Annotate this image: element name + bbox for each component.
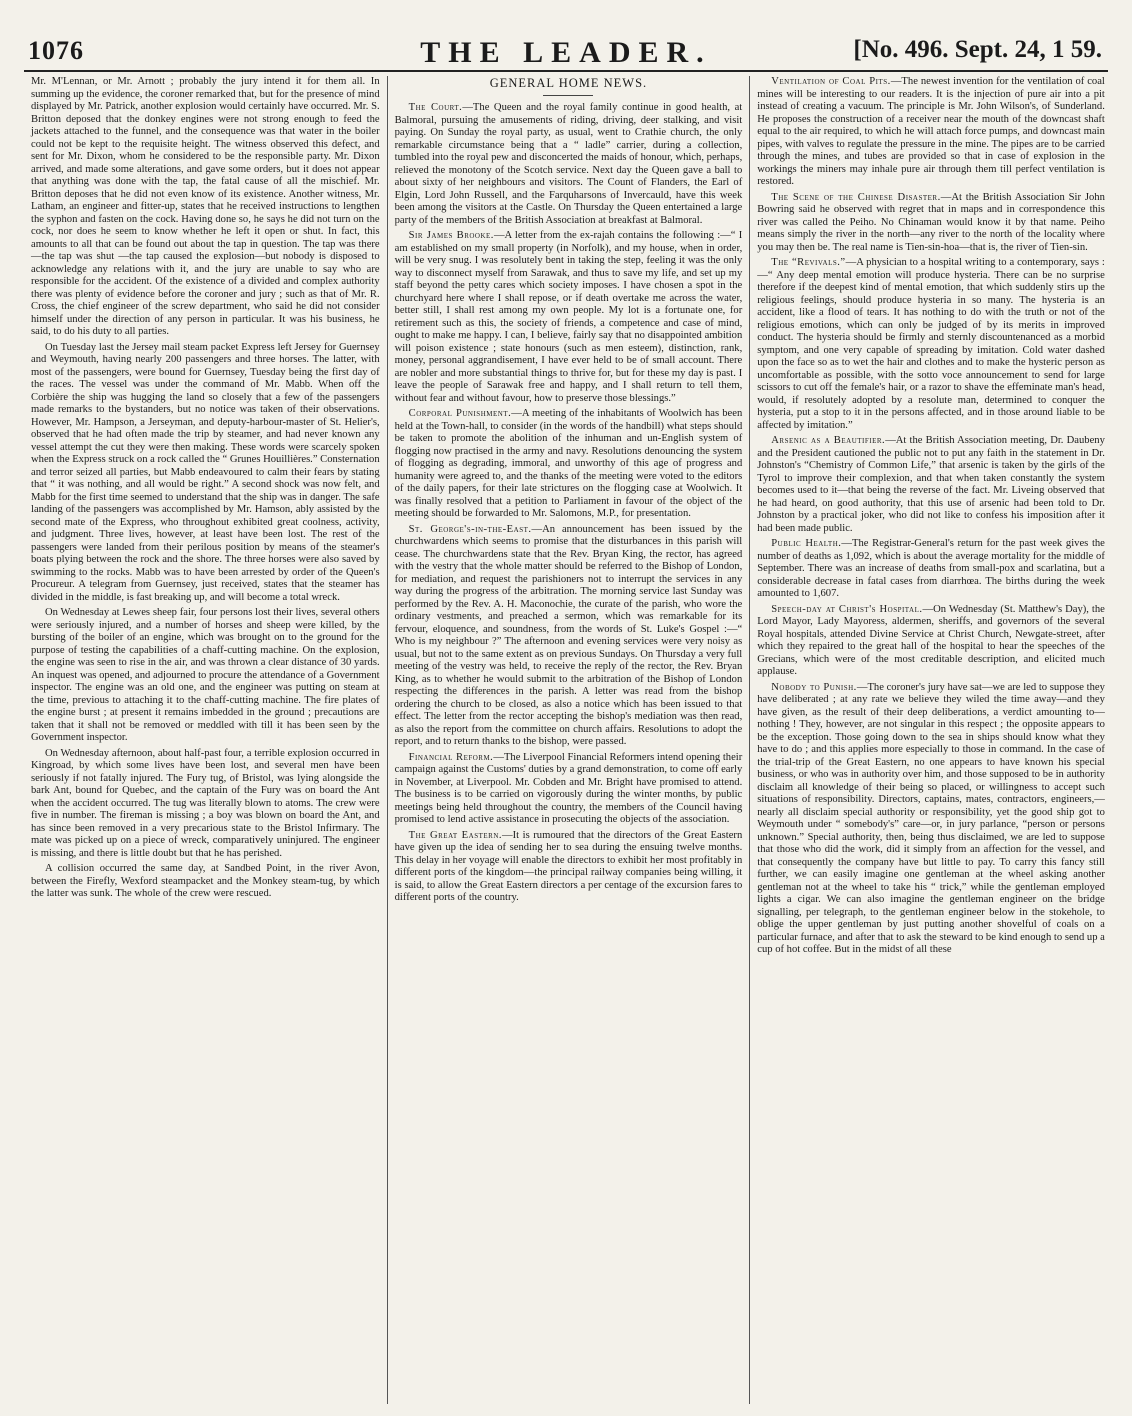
paragraph-text: A collision occurred the same day, at Sandbed Point, in the river Avon, between the Firefly, Wexford steampacket and the Monkey steam-tug, by which the latter was sunk. The whole of the crew were rescued. xyxy=(31,863,380,899)
paragraph-lead: Sir James Brooke. xyxy=(408,230,494,241)
article-paragraph xyxy=(757,538,1105,601)
paragraph-text: On Wednesday afternoon, about half-past four, a terrible explosion occurred in Kingroad, by which some lives have been lost, and several men have been seriously if not fatally injured. The Fury tug, of Bristol, was lying alongside the bark Ant, bound for Quebec, and the captain of the Fury was on board the Ant when the accident occurred. The tug was literally blown to atoms. The crew were five in number. The fireman is missing ; a boy was blown on board the Ant, and has since been removed in a very precarious state to the Bristol Infirmary. The mate was picked up on a piece of wreck, comparatively uninjured. The engineer is missing, and there is little doubt but that he has perished. xyxy=(31,747,380,859)
paragraph-lead: The Court. xyxy=(408,102,463,113)
article-paragraph xyxy=(31,748,380,861)
columns xyxy=(24,76,1112,1404)
paragraph-lead: Speech-day at Christ's Hospital. xyxy=(771,603,923,615)
paragraph-text: —At the British Association Sir John Bowring said he observed with regret that in maps and in correspondence this river was called the Peiho. No Chinaman would know it by that name. Peiho means simply the river in the north—any river to the north of the locality where you may then be. The real name is Tien-sin-hoa—that is, the river of Tien-sin. xyxy=(757,191,1105,253)
paragraph-text: —On Wednesday (St. Matthew's Day), the Lord Mayor, Lady Mayoress, aldermen, sheriffs, and governors of the several Royal hospitals, attended Divine Service at Christ Church, Newgate-street, after which they repaired to the great hall of the hospital to hear the speeches of the Grecians, which were of the most creditable description, and elicited much applause. xyxy=(757,603,1105,677)
masthead-rule xyxy=(24,70,1108,72)
article-paragraph xyxy=(757,604,1105,679)
article-paragraph xyxy=(395,230,743,405)
article-paragraph xyxy=(757,76,1105,189)
paragraph-text: —A letter from the ex-rajah contains the following :—“ I am established on my small property (in Norfolk), and my house, when in order, will be very snug. I was resolutely bent in taking the step, feeling it was the only way to disconnect myself from Sarawak, and thus to save my life, and set up my staff beyond the petty cares which society imposes. I have chosen a spot in the churchyard here where I shall repose, or if death overtake me across the water, better still, I shall rest among my own people. My lot is a fortunate one, for retirement such as this, the society of friends, a competence and case of mind, ought to make me happy. I can, I believe, fairly say that no disappointed ambition will poison existence ; state honours (such as men esteem), distinction, rank, money, personal aggrandisement, I have ever held to be of small account. There are nobler and more substantial things to thrive for, but for these my day is past. I leave the people of Sarawak free and happy, and I shall return to tell them, without fear and without favour, how to preserve those blessings.” xyxy=(394,230,743,404)
article-paragraph xyxy=(31,607,380,745)
column-3 xyxy=(749,76,1112,1404)
article-paragraph xyxy=(757,682,1105,957)
paragraph-text: —The newest invention for the ventilation of coal mines will be interesting to our readers. It is the injection of pure air into a pit instead of creating a vacuum. The principle is Mr. John Wilson's, of Sunderland. He proposes the construction of a receiver near the mouth of the downcast shaft equal to the air required, to which he will attach force pumps, and downcast main pipes, with valves to regulate the pressure in the mine. The pipes are to be carried through the mines, and tubes are provided so that in case of explosion in the workings the miners may inhale pure air through them till perfect ventilation is restored. xyxy=(757,76,1105,187)
issue-info: [No. 496. Sept. 24, 1 59. xyxy=(853,36,1102,63)
paragraph-text: —The Registrar-General's return for the past week gives the number of deaths as 1,092, which is about the average mortality for the middle of September. There was an increase of deaths from small-pox and scarlatina, but a considerable decrease in fatal cases from diarrhœa. The births during the week amounted to 1,607. xyxy=(757,538,1105,599)
article-paragraph xyxy=(31,342,380,605)
paragraph-text: —A physician to a hospital writing to a contemporary, says :—“ Any deep mental emotion will produce hysteria. There can be no surprise therefore if the deepest kind of mental emotion, that which suddenly stirs up the religious feelings, should produce hysteria in so many. The hysteria is an accident, like a flood of tears. It has nothing to do with the truth or not of the religious emotions, which can only be judged of by its merits in improved conduct. The hysteria should be firmly and sternly discountenanced as a morbid symptom, and one very capable of spreading by imitation. Cold water dashed upon the face so as to wet the hair and clothes and to make the hysteric person as uncomfortable as possible, with the sotto voce announcement to send for large scissors to cut off the female's hair, or a razor to shave the effeminate man's head, would, if resolutely adopted by a resolute man, determined to conquer the hysteria, put a stop to it in the persons affected, and in those around liable to be affected by imitation.” xyxy=(757,257,1105,431)
newspaper-title: THE LEADER. xyxy=(420,36,712,69)
article-paragraph xyxy=(31,76,380,339)
article-paragraph xyxy=(757,435,1105,535)
paragraph-text: —An announcement has been issued by the churchwardens which seems to promise that the disturbances in this parish will cease. The churchwardens state that the Rev. Bryan King, the rector, has agreed with the vestry that the whole matter should be referred to the Bishop of London, for mediation, and request the parishioners not to interrupt the services in any way during the progress of the arbitration. The morning service last Sunday was performed by the Rev. A. H. Maconochie, the curate of the parish, who wore the ordinary vestments, and preached a sermon, which was remarkable for its fervour, eloquence, and soundness, from the words of St. Luke's Gospel :—“ Who is my neighbour ?” The afternoon and evening services were very noisy as usual, but not to the same extent as on previous Sundays. On Thursday a very full meeting of the vestry was held, to receive the reply of the rector, the Rev. Bryan King, as to whether he would submit to the arbitration of the Bishop of London respecting the differences in the parish. A letter was read from the bishop ordering the church to be closed, as also a notice which has been issued to that effect. The letter from the rector accepting the bishop's mediation was then read, as also the report from the committee on church affairs. Resolutions to adopt the report, and to return thanks to the bishop, were passed. xyxy=(394,523,743,747)
paragraph-lead: Public Health. xyxy=(771,538,842,549)
paragraph-lead: Arsenic as a Beautifier. xyxy=(771,435,886,446)
paragraph-lead: Nobody to Punish. xyxy=(771,681,857,693)
paragraph-text: —A meeting of the inhabitants of Woolwich has been held at the Town-hall, to consider (in the words of the handbill) what steps should be taken to promote the abolition of the inhuman and un-English system of flogging now practised in the army and navy. Resolutions denouncing the system of flogging as degrading, immoral, and unworthy of this age of progress and humanity were agreed to, and the thanks of the meeting were voted to the editors of the daily papers, for their late strictures on the flogging case at Woolwich. It was finally resolved that a petition to Parliament in favour of the object of the meeting should be forwarded to Mr. Salomons, M.P., for presentation. xyxy=(394,408,743,519)
article-paragraph xyxy=(395,524,743,749)
article-paragraph xyxy=(757,192,1105,255)
page-number: 1076 xyxy=(28,36,84,65)
paragraph-lead: The Great Eastern. xyxy=(408,829,503,841)
article-paragraph xyxy=(395,102,743,227)
masthead xyxy=(24,36,1108,70)
paragraph-lead: St. George's-in-the-East. xyxy=(408,523,532,535)
article-paragraph xyxy=(395,830,743,905)
paragraph-text: —It is rumoured that the directors of the Great Eastern have given up the idea of sending her to sea during the ensuing twelve months. This delay in her voyage will enable the directors to exhibit her most profitably in different ports of the kingdom—the principal railway companies being willing, it is said, to allow the Great Eastern directors a per centage of the excursion fares to different ports of the country. xyxy=(394,829,743,903)
paragraph-text: —At the British Association meeting, Dr. Daubeny and the President cautioned the public not to put any faith in the statement in Dr. Johnston's “Chemistry of Common Life,” that arsenic is taken by the girls of the Tyrol to improve their complexion, and that when taken constantly the system becomes used to it—that being the reverse of the fact. Mr. Liveing observed that he had heard, on good authority, that this use of arsenic had been told to Dr. Johnston by a practical joker, who did not like to confess his imposition after it had been made public. xyxy=(757,435,1105,534)
column-2 xyxy=(387,76,750,1404)
paragraph-text: On Wednesday at Lewes sheep fair, four persons lost their lives, several others were seriously injured, and a number of horses and sheep were killed, by the bursting of the boiler of an engine, which was brought on to the ground for the purpose of testing the capabilities of a chaff-cutting machine. On the explosion, the engine was seen to rise in the air, and was thrown a clear distance of 30 yards. An inquest was opened, and adjourned to procure the attendance of a Government inspector. The engine was an old one, and the engineer was putting on steam at the time, previous to attaching it to the chaff-cutting machine. The fire plates of the engine burst ; at present it remains imbedded in the ground ; precautions are taken that it shall not be removed or meddled with till it has been seen by the Government inspector. xyxy=(31,607,380,743)
paragraph-text: Mr. M'Lennan, or Mr. Arnott ; probably the jury intend it for them all. In summing up the evidence, the coroner remarked that, but for the presence of mind displayed by Mr. Patrick, another explosion would certainly have occurred. Mr. S. Britton deposed that the donkey engines were not strong enough to feed the jackets attached to the funnel, and the consequence was that water in the boiler could not be kept to the requisite height. The witness observed this defect, and sent for Mr. Dixon, whom he considered to be the responsible party. Mr. Dixon arrived, and made some alterations, and gave some orders, but it does not appear that anything was done with the tap, the fatal cause of all the mischief. Mr. Britton deposes that he did not even know of its existence. Another witness, Mr. Latham, an engineer and fitter-up, states that he received instructions to lengthen the syphon and fasten on the cock. Having done so, he says he did not turn on the cock, nor does he seem to know whether he left it open or shut. In fact, this amounts to all that can be found out about the tap in question. The tap was there—the tap was shut —the tap caused the explosion—but nobody is disposed to acknowledge any relations with it, and the jury are unable to say who are responsible for the accident. Of the existence of a divided and complex authority there was plenty of evidence before the coroner and jury ; such as that of Mr. R. Cross, the chief engineer of the screw department, who said he did not consider himself under the direction of any person in particular. It was his business, he said, to do his duty to all parties. xyxy=(31,76,380,337)
paragraph-lead: The Scene of the Chinese Disaster. xyxy=(771,191,941,203)
article-paragraph xyxy=(395,408,743,521)
article-paragraph xyxy=(395,752,743,827)
paragraph-text: —The Liverpool Financial Reformers intend opening their campaign against the Customs' duties by a grand demonstration, to come off early in November, at Liverpool. Mr. Cobden and Mr. Bright have promised to attend. The business is to be carried on vigorously during the winter months, by public meetings being held throughout the country, the members of the Council having promised to lend active assistance in prosecuting the objects of the association. xyxy=(394,751,743,825)
column-1 xyxy=(24,76,387,1404)
paragraph-text: —The coroner's jury have sat—we are led to suppose they have deliberated ; at any rate we believe they wiled the time away—and they have given, as the result of their deep deliberations, a verdict amounting to—nothing ! They, however, are not singular in this respect ; the opposite appears to be the exception. Those going down to the sea in ships should know what they have to do ; and this applies more especially to those in command. In the case of the trial-trip of the Great Eastern, no one appears to have known his special business, or who was in authority over him, and those supposed to be in authority disclaim all knowledge of their being so placed, or willingness to accept such situations of responsibility. Directors, captains, mates, contractors, engineers,— nearly all disclaim special authority or responsibility, yet the good ship got to Weymouth under “ somebody's” care—or, in jury parlance, “person or persons unknown.” Special authority, then, being thus disclaimed, we are led to suppose that those who did the work, did it simply from an affection for the vessel, and that consequently the company have but little to pay. To carry this fancy still further, we can easily imagine one gentleman at the wheel asking another gentleman not at the wheel to take his “ trick,” while the gentleman employed lights a cigar. We can also imagine the gentleman engineer on the bridge signalling, per telegraph, to the gentleman engineer below in the stokehole, to oblige the upper gentleman by just putting another shovelful of coals on a particular furnace, and after that to ask the steward to be kind enough to send up a cup of hot coffee. But in the midst of all these xyxy=(757,681,1105,955)
article-paragraph xyxy=(31,863,380,901)
section-heading: GENERAL HOME NEWS. xyxy=(489,76,648,90)
paragraph-text: —The Queen and the royal family continue in good health, at Balmoral, pursuing the amusements of riding, driving, deer stalking, and visit paying. On Sunday the royal party, as usual, went to Crathie church, the only remarkable circumstance being that a “ ladle” carrier, during a collection, tumbled into the royal pew and disconcerted the maids of honour, which, perhaps, relieved the monotony of the Scotch service. Next day the Queen gave a ball to about sixty of her neighbours and visitors. The Count of Flanders, the Earl of Elgin, Lord John Russell, and the Farquharsons of Invercauld, have this week been among the visitors at the Castle. On Thursday the Queen entertained a large party of the members of the British Association at breakfast at Balmoral. xyxy=(394,102,743,226)
article-paragraph xyxy=(757,257,1105,432)
paragraph-lead: The “Revivals.” xyxy=(771,257,846,268)
paragraph-text: On Tuesday last the Jersey mail steam packet Express left Jersey for Guernsey and Weymouth, having nearly 200 passengers and three horses. The latter, with most of the passengers, were bound for Guernsey, Tuesday being the first day of the races. The vessel was under the command of Mr. Mabb. When off the Corbière the ship was hugging the land so closely that a few of the passengers made remarks to the bystanders, but no notice was taken of their observations. However, Mr. Hampson, a Jerseyman, and deputy-harbour-master of St. Helier's, observed that he had often made the trip by steamer, and had never known any vessel attempt the cut they were then making. These words were scarcely spoken when the Express struck on a rock called the “ Grunes Houillières.” Consternation and terror seized all parties, but Mabb endeavoured to calm their fears by stating that “ it was nothing, and all would be right.” A second shock was now felt, and Mabb for the first time seemed to understand that the ship was in danger. The safe landing of the passengers was accomplished by Mr. Hamson, ably assisted by the second mate of the Express, who throughout exhibited great coolness, activity, and judgment. Three lives, however, at least have been lost. The rest of the passengers were landed from their perilous position by means of the steamer's boats plying between the rock and the shore. The three horses were also saved by swimming to the rocks. Mabb was to have been arrested by order of the Queen's Procureur. A telegram from Guernsey, just received, states that the steamer has divided in the middle, is fast breaking up, and will become a total wreck. xyxy=(31,341,380,603)
section-rule xyxy=(543,95,593,96)
paragraph-lead: Ventilation of Coal Pits. xyxy=(771,76,891,87)
paragraph-lead: Financial Reform. xyxy=(408,751,494,763)
paragraph-lead: Corporal Punishment. xyxy=(408,408,512,419)
